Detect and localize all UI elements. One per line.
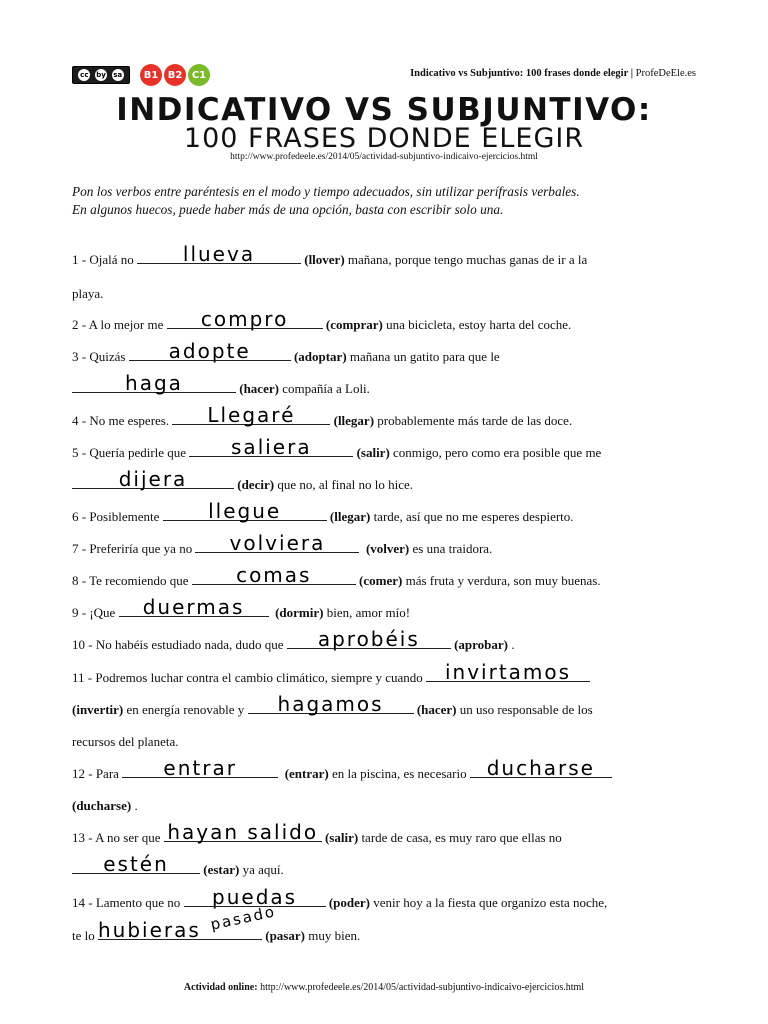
exercise-10: [72, 629, 698, 661]
footer-label: Actividad online: [183, 982, 255, 993]
answer-blank[interactable]: [163, 499, 327, 523]
verb-hint: (aprobar): [454, 637, 508, 652]
exercise-text: te lo: [72, 928, 98, 943]
level-badge-b1: B1: [140, 64, 162, 86]
exercise-11-cont2: [72, 726, 698, 758]
exercise-text: tarde de casa, es muy raro que ellas no: [358, 830, 562, 845]
verb-hint: (pasar): [265, 928, 305, 943]
header-title-text: Indicativo vs Subjuntivo: 100 frases donde elegir: [410, 68, 629, 79]
verb-hint: (volver): [365, 541, 410, 556]
exercise-text: ya aquí.: [239, 862, 284, 877]
answer-blank[interactable]: [72, 467, 234, 491]
handwritten-answer: duermas: [142, 595, 245, 619]
exercise-text: 9 - ¡Que: [72, 605, 119, 620]
exercise-2: [72, 309, 698, 341]
answer-blank[interactable]: [137, 242, 301, 266]
cc-license-badge: [72, 66, 130, 84]
header-separator: |: [630, 68, 634, 79]
exercise-text: 6 - Posiblemente: [72, 509, 163, 524]
verb-hint: (ducharse): [72, 798, 132, 813]
exercise-text: 12 - Para: [72, 766, 123, 781]
exercise-9: [72, 597, 698, 629]
answer-blank[interactable]: [129, 339, 291, 363]
verb-hint: (llegar): [333, 413, 375, 428]
answer-blank[interactable]: [122, 756, 278, 780]
exercise-text: 11 - Podremos luchar contra el cambio climático, siempre y cuando: [72, 670, 427, 685]
handwritten-answer: ducharse: [486, 756, 595, 780]
exercise-12: [72, 758, 698, 790]
exercise-text: 8 - Te recomiendo que: [72, 573, 192, 588]
exercise-text: un uso responsable de los: [456, 702, 593, 717]
instruction-line-2: En algunos huecos, puede haber más de una opción, basta con escribir solo una.: [72, 202, 504, 217]
exercise-13: [72, 822, 698, 854]
handwritten-answer: saliera: [231, 435, 312, 459]
verb-hint: (entrar): [284, 766, 329, 781]
answer-blank[interactable]: [248, 692, 414, 716]
handwritten-answer: volviera: [229, 531, 326, 555]
exercise-13-cont: [72, 854, 698, 886]
answer-blank[interactable]: [72, 852, 200, 876]
header-doc-title: [410, 68, 696, 79]
exercise-5-cont: [72, 469, 698, 501]
handwritten-answer: llegue: [208, 499, 282, 523]
handwritten-answer: dijera: [118, 467, 188, 491]
exercise-text: 3 - Quizás: [72, 349, 129, 364]
handwritten-answer: compro: [200, 307, 289, 331]
exercise-text: conmigo, pero como era posible que me: [389, 445, 602, 460]
verb-hint: (dormir): [275, 605, 324, 620]
answer-blank[interactable]: [119, 595, 269, 619]
answer-blank[interactable]: [195, 531, 359, 555]
exercise-text: 1 - Ojalá no: [72, 252, 137, 267]
handwritten-answer: Llegaré: [207, 403, 296, 427]
exercise-6: [72, 501, 698, 533]
handwritten-answer: hagamos: [277, 692, 384, 716]
page-subtitle: 100 FRASES DONDE ELEGIR: [183, 123, 585, 154]
exercise-text: 4 - No me esperes.: [72, 413, 173, 428]
verb-hint: (salir): [356, 445, 390, 460]
exercise-text: 7 - Preferiría que ya no: [72, 541, 196, 556]
exercise-14: [72, 887, 698, 919]
exercise-text: playa.: [72, 286, 104, 301]
instructions: [72, 183, 698, 219]
handwritten-answer: comas: [236, 563, 312, 587]
verb-hint: (estar): [203, 862, 240, 877]
by-icon: by: [96, 71, 106, 79]
exercise-text: probablemente más tarde de las doce.: [374, 413, 573, 428]
answer-blank[interactable]: [98, 902, 278, 942]
verb-hint: (invertir): [72, 702, 124, 717]
page-header: [72, 64, 696, 88]
source-url: http://www.profedeele.es/2014/05/actividad-subjuntivo-indicaivo-ejercicios.html: [230, 152, 538, 162]
answer-blank[interactable]: [470, 756, 612, 780]
handwritten-answer: invirtamos: [444, 660, 572, 684]
exercise-text: compañía a Loli.: [278, 381, 370, 396]
answer-blank[interactable]: [426, 660, 590, 684]
answer-blank[interactable]: [192, 563, 356, 587]
exercise-12-cont: [72, 790, 698, 822]
exercise-text: mañana un gatito para que le: [346, 349, 500, 364]
sa-icon: sa: [113, 71, 123, 79]
header-site: ProfeDeEle.es: [635, 68, 696, 79]
verb-hint: (hacer): [416, 702, 457, 717]
exercise-text: venir hoy a la fiesta que organizo esta noche,: [369, 895, 608, 910]
exercise-text: 13 - A no ser que: [72, 830, 164, 845]
exercise-text: más fruta y verdura, son muy buenas.: [402, 573, 601, 588]
exercise-5: [72, 437, 698, 469]
handwritten-answer: puedas: [212, 885, 298, 909]
cc-icon: cc: [80, 71, 89, 79]
handwritten-answer: haga: [125, 371, 183, 395]
exercise-text: que no, al final no lo hice.: [274, 477, 414, 492]
answer-blank[interactable]: [167, 307, 323, 331]
handwritten-answer: llueva: [182, 242, 256, 266]
footer-colon: :: [254, 982, 258, 993]
exercise-text: en la piscina, es necesario: [328, 766, 470, 781]
exercise-text: 2 - A lo mejor me: [72, 317, 167, 332]
exercise-text: es una traidora.: [409, 541, 493, 556]
exercise-8: [72, 565, 698, 597]
verb-hint: (poder): [328, 895, 370, 910]
handwritten-answer: aprobéis: [317, 627, 420, 651]
exercise-11: [72, 662, 698, 694]
exercise-1: [72, 244, 698, 276]
answer-blank[interactable]: [164, 820, 322, 844]
exercise-7: [72, 533, 698, 565]
exercise-11-cont: [72, 694, 698, 726]
verb-hint: (comprar): [325, 317, 383, 332]
exercise-3-cont: [72, 373, 698, 405]
page-title: INDICATIVO VS SUBJUNTIVO:: [116, 92, 652, 128]
footer-url[interactable]: http://www.profedeele.es/2014/05/actividad-subjuntivo-indicaivo-ejercicios.html: [260, 982, 585, 993]
handwritten-answer: hubieras: [98, 918, 201, 942]
verb-hint: (llegar): [329, 509, 371, 524]
verb-hint: (salir): [324, 830, 359, 845]
verb-hint: (llover): [304, 252, 345, 267]
answer-blank[interactable]: [172, 403, 330, 427]
exercise-text: muy bien.: [304, 928, 361, 943]
answer-blank[interactable]: [287, 627, 451, 651]
exercise-1-cont: [72, 278, 698, 310]
verb-hint: (hacer): [239, 381, 279, 396]
exercise-text: 10 - No habéis estudiado nada, dudo que: [72, 637, 287, 652]
exercise-text: bien, amor mío!: [323, 605, 411, 620]
exercise-text: 5 - Quería pedirle que: [72, 445, 190, 460]
instruction-line-1: Pon los verbos entre paréntesis en el modo y tiempo adecuados, sin utilizar perífrasis verbales.: [72, 184, 580, 199]
exercise-text: tarde, así que no me esperes despierto.: [370, 509, 574, 524]
exercise-text: .: [131, 798, 138, 813]
handwritten-answer-2: pasado: [208, 902, 278, 934]
exercise-text: en energía renovable y: [123, 702, 248, 717]
verb-hint: (comer): [359, 573, 403, 588]
verb-hint: (decir): [237, 477, 275, 492]
handwritten-answer: entrar: [163, 756, 237, 780]
answer-blank[interactable]: [189, 435, 353, 459]
exercise-text: 14 - Lamento que no: [72, 895, 184, 910]
level-badges: [140, 64, 210, 86]
exercise-3: [72, 341, 698, 373]
level-badge-c1: C1: [188, 64, 210, 86]
exercise-text: una bicicleta, estoy harta del coche.: [382, 317, 572, 332]
handwritten-answer: estén: [103, 852, 169, 876]
exercise-text: mañana, porque tengo muchas ganas de ir a la: [344, 252, 588, 267]
handwritten-answer: adopte: [168, 339, 251, 363]
verb-hint: (adoptar): [293, 349, 347, 364]
exercise-4: [72, 405, 698, 437]
answer-blank[interactable]: [72, 371, 236, 395]
page-footer: [0, 982, 768, 993]
exercise-text: .: [508, 637, 515, 652]
level-badge-b2: B2: [164, 64, 186, 86]
handwritten-answer: hayan salido: [167, 820, 319, 844]
exercise-text: recursos del planeta.: [72, 734, 179, 749]
